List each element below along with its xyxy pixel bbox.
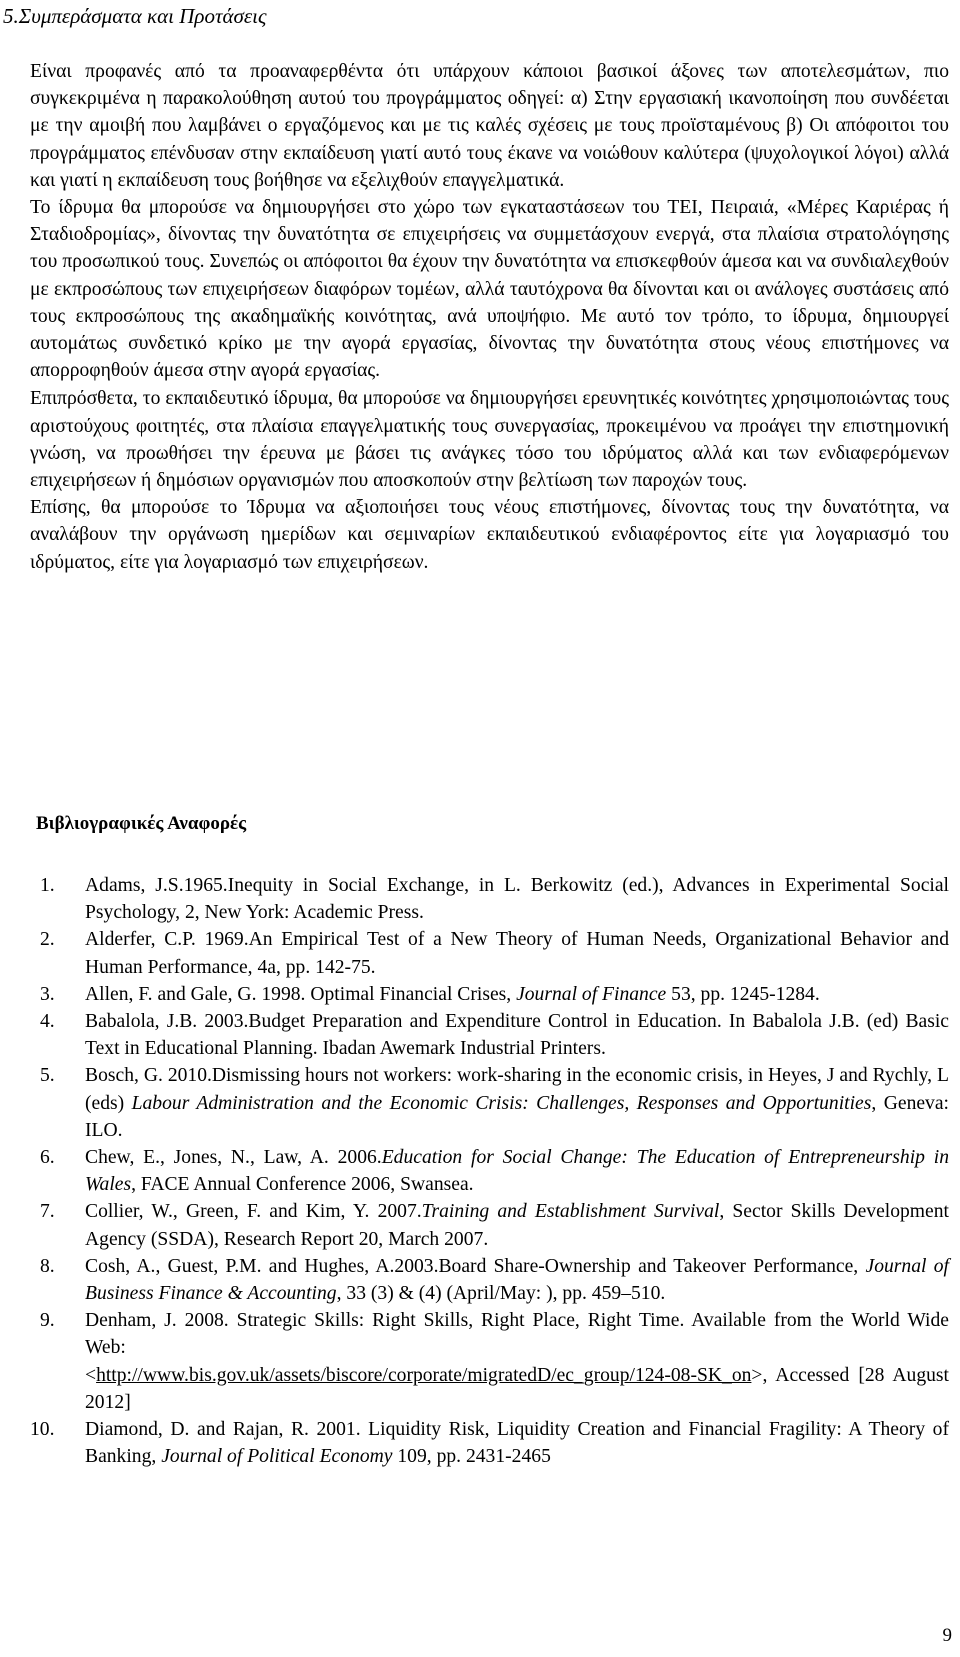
reference-number: 4. [40,1011,55,1033]
reference-number: 9. [40,1310,55,1332]
paragraph-4: Επίσης, θα μπορούσε το Ίδρυμα να αξιοποιήσει τους νέους επιστήμονες, δίνοντας τους την δυνατότητα, να αναλάβουν την οργάνωση ημερίδων και σεμιναρίων εκπαιδευτικού ενδιαφέροντος είτε για λογαριασμό του ιδρύματος, είτε για λογαριασμό των επιχειρήσεων. [30,497,949,573]
journal-title: Journal of Finance [516,983,667,1005]
paragraph-2: Το ίδρυμα θα μπορούσε να δημιουργήσει στο χώρο των εγκαταστάσεων του ΤΕΙ, Πειραιά, «Μέρες Καριέρας ή Σταδιοδρομίας», δίνοντας την δυνατότητα σε επιχειρήσεις να συμμετάσχουν ενεργά, στα πλαίσια στρατολόγησης του προσωπικού τους. Συνεπώς οι απόφοιτοι θα έχουν την δυνατότητα να επισκεφθούν άμεσα και να συνδιαλεχθούν με εκπροσώπους των επιχειρήσεων διαφόρων τομέων, αλλά ταυτόχρονα θα δίνονται και οι ανάλογες συστάσεις από τους εκπροσώπους της ακαδημαϊκής κοινότητας, ανά υποψήφιο. Με αυτό τον τρόπο, το ίδρυμα, δημιουργεί αυτομάτως συνδετικό κρίκο με την αγορά εργασίας, δίνοντας την δυνατότητα στους νέους επιστήμονες να απορροφηθούν άμεσα στην αγορά εργασίας. [30,197,949,382]
journal-title: Journal of Political Economy [161,1446,393,1468]
conclusions-body [30,58,949,576]
reference-item: 2. Alderfer, C.P. 1969.An Empirical Test of a New Theory of Human Needs, Organizational Behavior and Human Performance, 4a, pp. 142-75. [30,926,949,980]
section-title: 5.Συμπεράσματα και Προτάσεις [3,4,267,28]
reference-number: 1. [40,875,55,896]
references-title: Βιβλιογραφικές Αναφορές [36,813,247,834]
reference-item: 6. Chew, E., Jones, N., Law, A. 2006.Education for Social Change: The Education of Entrepreneurship in Wales, FACE Annual Conference 2006, Swansea. [30,1144,949,1198]
reference-number: 2. [40,929,55,951]
book-title: Labour Administration and the Economic Crisis: Challenges, Responses and Opportunities [131,1092,872,1114]
reference-number: 6. [40,1147,55,1169]
paper-title: Education for Social Change: The Education of Entrepreneurship in Wales [85,1147,949,1196]
reference-url-link[interactable]: http://www.bis.gov.uk/assets/biscore/corporate/migratedD/ec_group/124-08-SK_on [96,1364,752,1386]
reference-item: 7. Collier, W., Green, F. and Kim, Y. 2007.Training and Establishment Survival, Sector Skills Development Agency (SSDA), Research Report 20, March 2007. [30,1198,949,1252]
reference-number: 5. [40,1065,55,1087]
reference-number: 10. [30,1419,55,1441]
paragraph-3: Επιπρόσθετα, το εκπαιδευτικό ίδρυμα, θα μπορούσε να δημιουργήσει ερευνητικές κοινότητες χρησιμοποιώντας τους αριστούχους φοιτητές, στα πλαίσια επαγγελματικής τους συνεργασίας, προκειμένου να προάγει την επιστημονική γνώση, να προωθήσει την έρευνα με βάσει τις ανάγκες τόσο του ιδρύματος αλλά και των ενδιαφερόμενων επιχειρήσεων ή δημόσιων οργανισμών που αποσκοπούν στην βελτίωση των παροχών τους. [30,388,949,492]
reference-number: 8. [40,1255,55,1277]
reference-item: 3. Allen, F. and Gale, G. 1998. Optimal Financial Crises, Journal of Finance 53, pp. 1245-1284. [30,981,949,1008]
reference-item: 4. Babalola, J.B. 2003.Budget Preparation and Expenditure Control in Education. In Babalola J.B. (ed) Basic Text in Educational Planning. Ibadan Awemark Industrial Printers. [30,1008,949,1062]
reference-number: 7. [40,1201,55,1223]
page-number: 9 [942,1625,952,1646]
paragraph-1: Είναι προφανές από τα προαναφερθέντα ότι υπάρχουν κάποιοι βασικοί άξονες των αποτελεσμάτων, πιο συγκεκριμένα η παρακολούθηση αυτού του προγράμματος οδηγεί: α) Στην εργασιακή ικανοποίηση που συνδέεται με την αμοιβή που λαμβάνει ο εργαζόμενος και με τις καλές σχέσεις με τους προϊσταμένους β) Οι απόφοιτοι του προγράμματος επένδυσαν στην εκπαίδευση γιατί αυτό τους έκανε να νοιώθουν καλύτερα (ψυχολογικοί λόγοι) αλλά και γιατί η εκπαίδευση τους βοήθησε να εξελιχθούν επαγγελματικά. [30,61,949,191]
references-list [30,872,949,1470]
reference-number: 3. [40,983,55,1005]
reference-item: 10. Diamond, D. and Rajan, R. 2001. Liquidity Risk, Liquidity Creation and Financial Fragility: A Theory of Banking, Journal of Political Economy 109, pp. 2431-2465 [30,1416,949,1470]
reference-item: 8. Cosh, A., Guest, P.M. and Hughes, A.2003.Board Share-Ownership and Takeover Performance, Journal of Business Finance & Accounting, 33 (3) & (4) (April/May: ), pp. 459–510. [30,1253,949,1307]
reference-item: 1. Adams, J.S.1965.Inequity in Social Exchange, in L. Berkowitz (ed.), Advances in Experimental Social Psychology, 2, New York: Academic Press. [30,872,949,926]
reference-item: 9. Denham, J. 2008. Strategic Skills: Right Skills, Right Place, Right Time. Available from the World Wide Web: <http://www.bis.gov.uk/assets/biscore/corporate/migratedD/ec_group/124-08-SK_on>, Accessed [28 August 2012] [30,1307,949,1416]
journal-title: Journal of Business Finance & Accounting [85,1255,949,1305]
reference-item: 5. Bosch, G. 2010.Dismissing hours not workers: work-sharing in the economic crisis, in Heyes, J and Rychly, L (eds) Labour Administration and the Economic Crisis: Challenges, Responses and Opportunities, Geneva: ILO. [30,1062,949,1144]
report-title: Training and Establishment Survival [421,1201,720,1223]
